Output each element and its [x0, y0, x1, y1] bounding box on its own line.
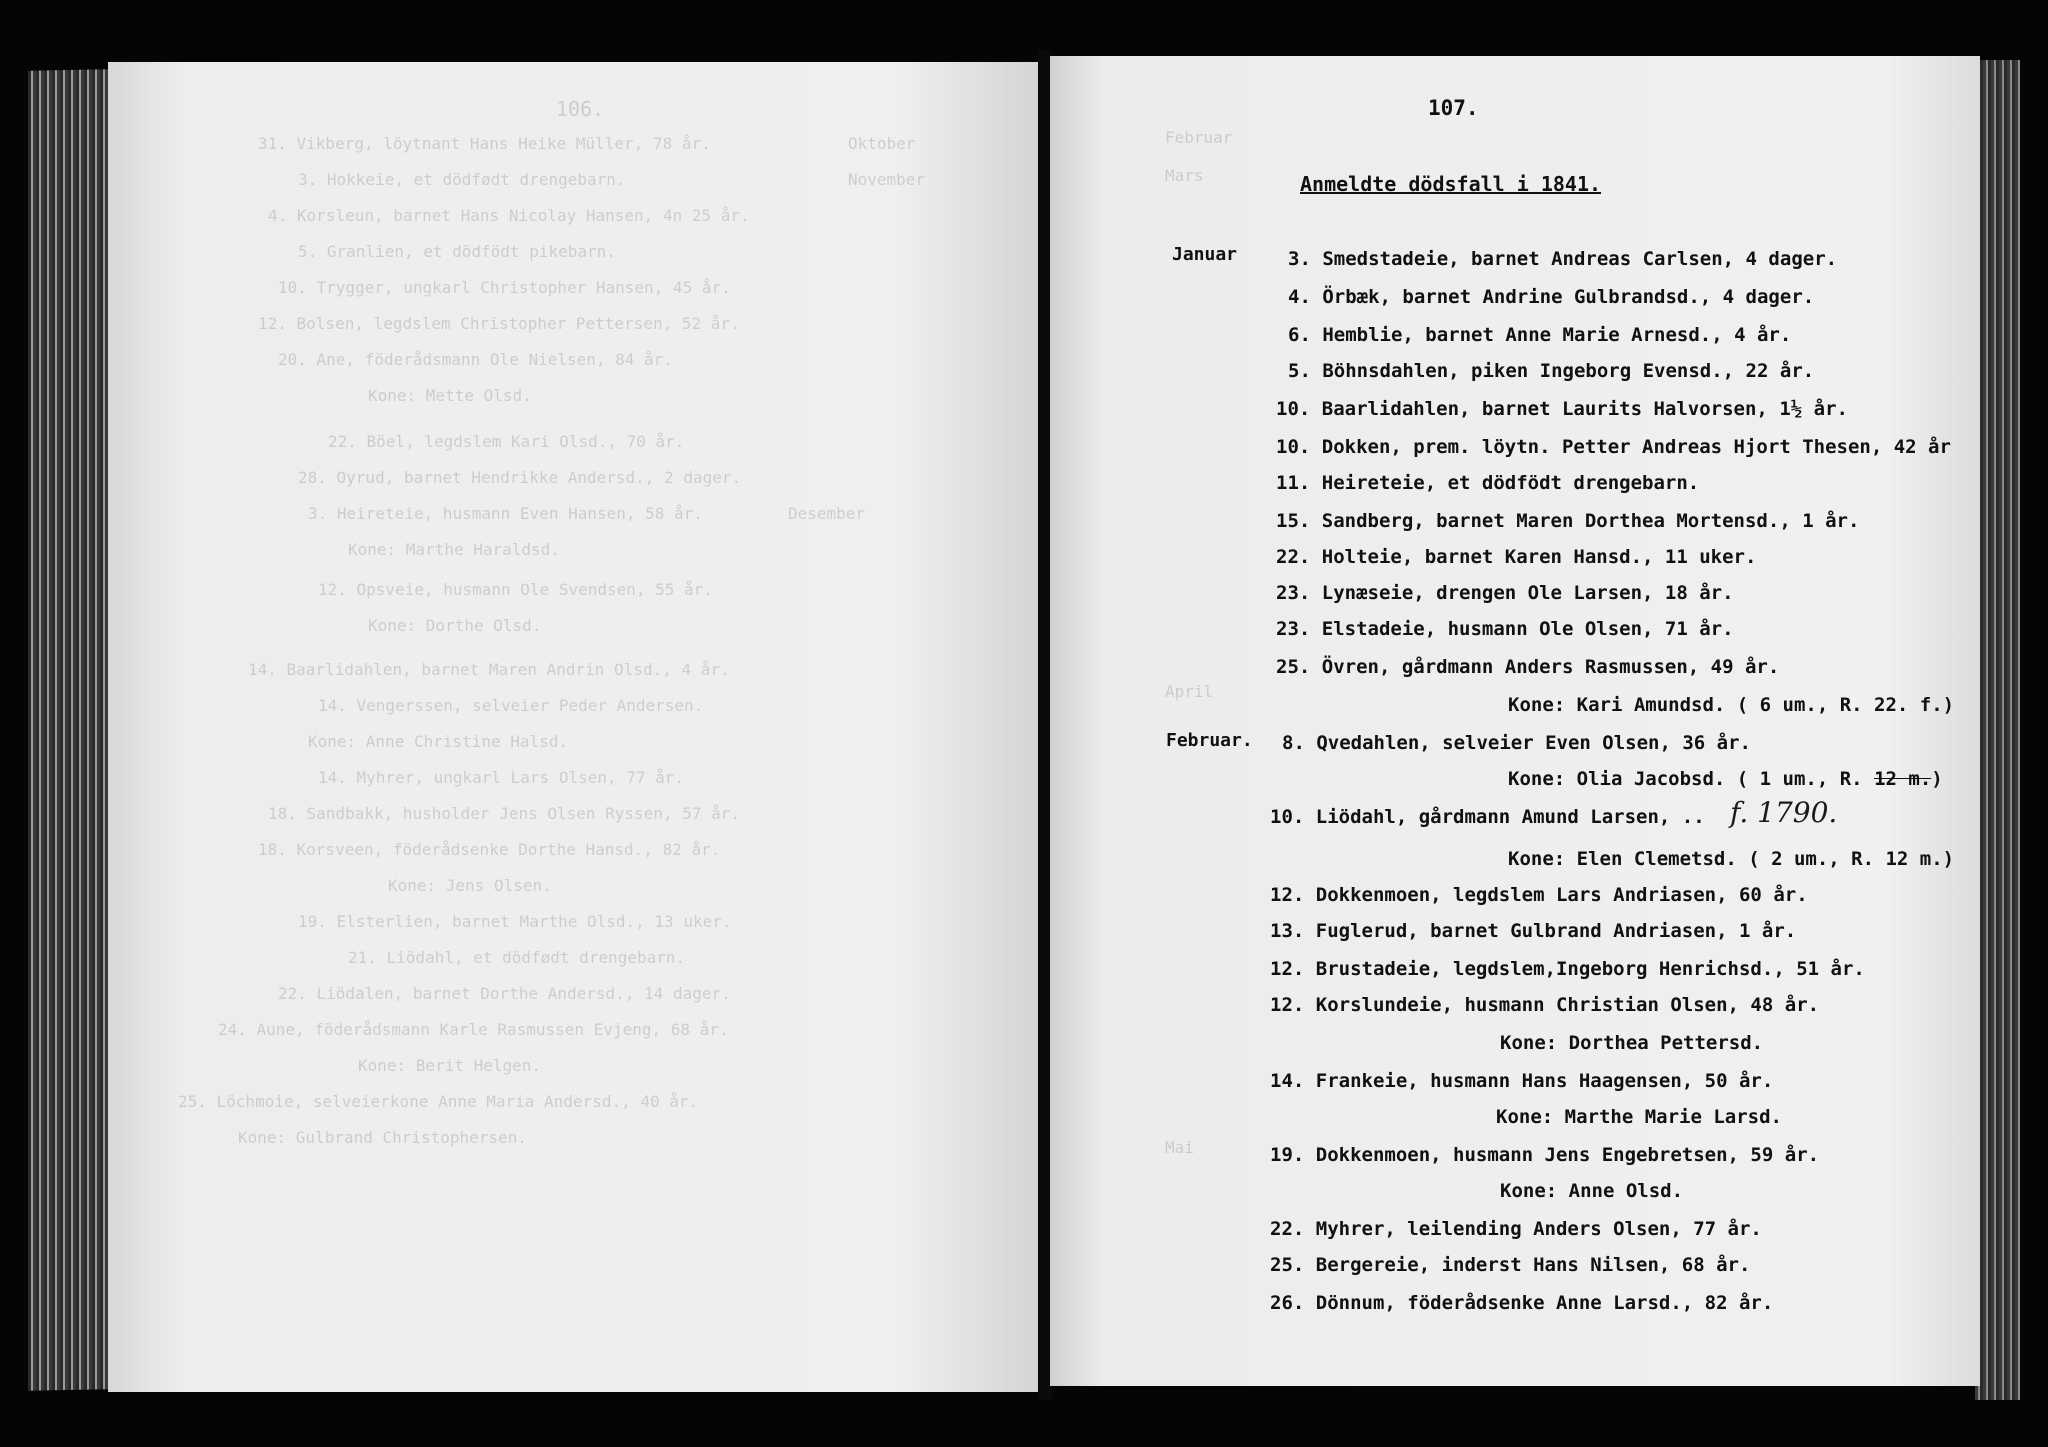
spouse-line: Kone: Elen Clemetsd. ( 2 um., R. 12 m.) [1508, 848, 1955, 870]
death-entry: 25. Bergereie, inderst Hans Nilsen, 68 år. [1270, 1254, 1751, 1276]
ghost-line: 14. Vengerssen, selveier Peder Andersen. [318, 696, 704, 715]
death-entry: 12. Korslundeie, husmann Christian Olsen, 48 år. [1270, 994, 1820, 1016]
page-heading: Anmeldte dödsfall i 1841. [1300, 172, 1602, 196]
death-entry: 13. Fuglerud, barnet Gulbrand Andriasen, 1 år. [1270, 920, 1797, 942]
ghost-line: Kone: Marthe Haraldsd. [348, 540, 560, 559]
ghost-line: Kone: Jens Olsen. [388, 876, 552, 895]
ghost-line: 19. Elsterlien, barnet Marthe Olsd., 13 uker. [298, 912, 732, 931]
death-entry: 3. Smedstadeie, barnet Andreas Carlsen, 4 dager. [1288, 248, 1838, 270]
page-number: 107. [1428, 96, 1479, 120]
death-entry: 6. Hemblie, barnet Anne Marie Arnesd., 4 år. [1288, 324, 1792, 346]
ghost-line: Kone: Berit Helgen. [358, 1056, 542, 1075]
ghost-line: Kone: Gulbrand Christophersen. [238, 1128, 527, 1147]
ghost-line: 28. Oyrud, barnet Hendrikke Andersd., 2 dager. [298, 468, 742, 487]
ghost-line: 14. Myhrer, ungkarl Lars Olsen, 77 år. [318, 768, 685, 787]
death-entry: 22. Myhrer, leilending Anders Olsen, 77 år. [1270, 1218, 1762, 1240]
left-page [108, 62, 1040, 1392]
right-page-stack-edge [1975, 60, 2020, 1400]
death-entry: 10. Baarlidahlen, barnet Laurits Halvorsen, 1½ år. [1276, 398, 1848, 420]
spouse-line: Kone: Kari Amundsd. ( 6 um., R. 22. f.) [1508, 694, 1955, 716]
left-ghost-margin-month: Desember [788, 504, 866, 523]
ghost-line: 14. Baarlidahlen, barnet Maren Andrin Olsd., 4 år. [248, 660, 730, 679]
death-entry: 23. Elstadeie, husmann Ole Olsen, 71 år. [1276, 618, 1734, 640]
ghost-line: 12. Bolsen, legdslem Christopher Pettersen, 52 år. [258, 314, 740, 333]
death-entry: 25. Övren, gårdmann Anders Rasmussen, 49 år. [1276, 656, 1780, 678]
ghost-line: 5. Granlien, et dödfödt pikebarn. [298, 242, 616, 261]
death-entry: 15. Sandberg, barnet Maren Dorthea Mortensd., 1 år. [1276, 510, 1860, 532]
ghost-line: 18. Sandbakk, husholder Jens Olsen Ryssen, 57 år. [268, 804, 741, 823]
ghost-line: 20. Ane, föderådsmann Ole Nielsen, 84 år. [278, 350, 673, 369]
death-entry: 12. Brustadeie, legdslem,Ingeborg Henrichsd., 51 år. [1270, 958, 1865, 980]
month-label-februar: Februar. [1166, 730, 1253, 751]
ghost-line: Kone: Anne Christine Halsd. [308, 732, 569, 751]
spouse-line: Kone: Dorthea Pettersd. [1500, 1032, 1764, 1054]
spouse-line: Kone: Marthe Marie Larsd. [1496, 1106, 1782, 1128]
month-label-januar: Januar [1172, 244, 1238, 265]
death-entry: 5. Böhnsdahlen, piken Ingeborg Evensd., 22 år. [1288, 360, 1815, 382]
ghost-line: 24. Aune, föderådsmann Karle Rasmussen Evjeng, 68 år. [218, 1020, 729, 1039]
handwritten-annotation: f. 1790. [1730, 796, 1838, 829]
ghost-line: 3. Hokkeie, et dödfødt drengebarn. [298, 170, 626, 189]
death-entry: 14. Frankeie, husmann Hans Haagensen, 50 år. [1270, 1070, 1774, 1092]
death-entry: 12. Dokkenmoen, legdslem Lars Andriasen, 60 år. [1270, 884, 1808, 906]
ghost-line: 10. Trygger, ungkarl Christopher Hansen, 45 år. [278, 278, 731, 297]
ghost-line: 21. Liödahl, et dödfødt drengebarn. [348, 948, 686, 967]
ghost-line: 22. Böel, legdslem Kari Olsd., 70 år. [328, 432, 685, 451]
right-ghost-margin-month: Februar [1165, 128, 1233, 147]
death-entry: 11. Heireteie, et dödfödt drengebarn. [1276, 472, 1700, 494]
ghost-line: 4. Korsleun, barnet Hans Nicolay Hansen, 4n 25 år. [268, 206, 750, 225]
ghost-line: 22. Liödalen, barnet Dorthe Andersd., 14 dager. [278, 984, 731, 1003]
ghost-line: Kone: Mette Olsd. [368, 386, 532, 405]
death-entry: 10. Dokken, prem. löytn. Petter Andreas Hjort Thesen, 42 år [1276, 436, 1951, 458]
ghost-line: 12. Opsveie, husmann Ole Svendsen, 55 år. [318, 580, 713, 599]
ghost-line: 31. Vikberg, löytnant Hans Heike Müller, 78 år. [258, 134, 711, 153]
death-entry: 19. Dokkenmoen, husmann Jens Engebretsen, 59 år. [1270, 1144, 1820, 1166]
death-entry: 22. Holteie, barnet Karen Hansd., 11 uker. [1276, 546, 1757, 568]
struck-text: 12 m. [1874, 768, 1932, 790]
death-entry: 26. Dönnum, föderådsenke Anne Larsd., 82 år. [1270, 1292, 1774, 1314]
ghost-line: 18. Korsveen, föderådsenke Dorthe Hansd., 82 år. [258, 840, 721, 859]
death-entry: 23. Lynæseie, drengen Ole Larsen, 18 år. [1276, 582, 1734, 604]
death-entry: 4. Örbæk, barnet Andrine Gulbrandsd., 4 dager. [1288, 286, 1815, 308]
ghost-line: 3. Heireteie, husmann Even Hansen, 58 år. [308, 504, 703, 523]
death-entry: 8. Qvedahlen, selveier Even Olsen, 36 år. [1282, 732, 1751, 754]
right-ghost-margin-month: Mars [1165, 166, 1204, 185]
left-ghost-margin-month: November [848, 170, 926, 189]
ghost-line: Kone: Dorthe Olsd. [368, 616, 542, 635]
spouse-line: Kone: Anne Olsd. [1500, 1180, 1684, 1202]
left-ghost-page-number: 106. [556, 97, 605, 121]
spouse-line: Kone: Olia Jacobsd. ( 1 um., R. 12 m.) [1508, 768, 1943, 790]
right-ghost-margin-month: April [1165, 682, 1214, 701]
left-ghost-margin-month: Oktober [848, 134, 916, 153]
death-entry: 10. Liödahl, gårdmann Amund Larsen, .. [1270, 806, 1705, 828]
ghost-line: 25. Löchmoie, selveierkone Anne Maria Andersd., 40 år. [178, 1092, 699, 1111]
left-page-stack-edge [28, 69, 108, 1390]
right-ghost-margin-month: Mai [1165, 1138, 1194, 1157]
